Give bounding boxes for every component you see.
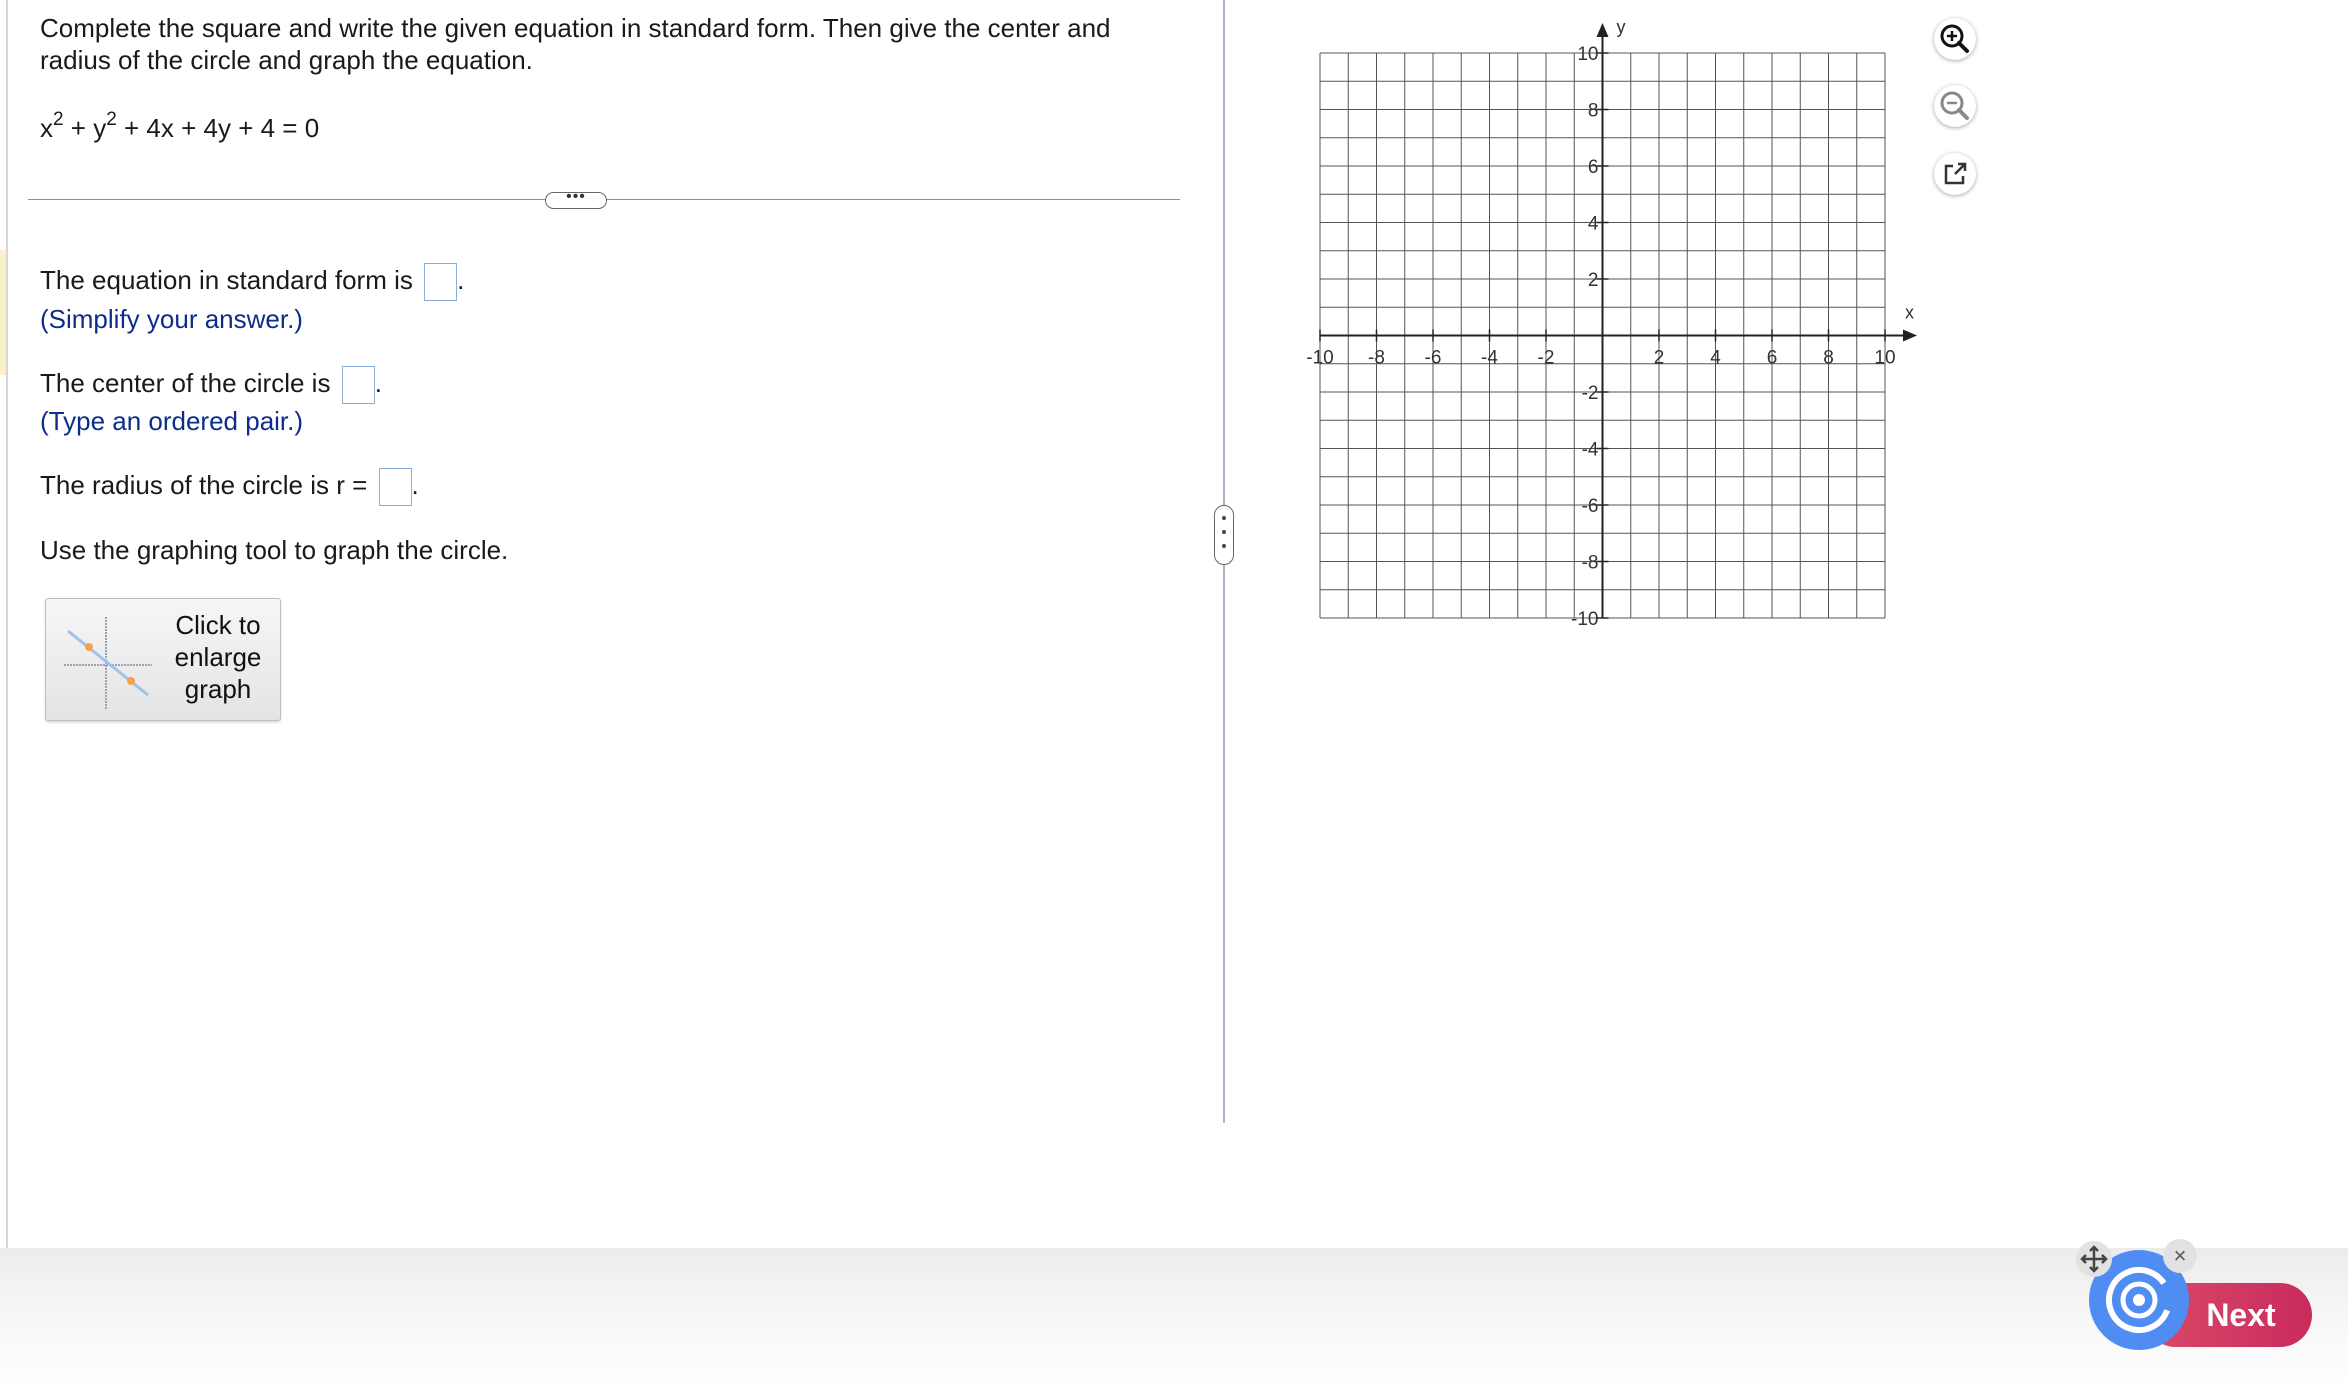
eq-rest: + 4x + 4y + 4 = 0 <box>116 113 320 143</box>
y-tick-label: -6 <box>1581 496 1599 517</box>
standard-form-answer-box[interactable] <box>424 263 457 301</box>
y-tick-label: -8 <box>1581 552 1599 574</box>
x-tick-label: -10 <box>1306 347 1334 369</box>
external-link-icon <box>1934 153 1976 195</box>
y-tick-label: 4 <box>1587 213 1599 235</box>
zoom-out-button[interactable] <box>1934 85 1976 127</box>
standard-form-label: The equation in standard form is <box>40 264 413 295</box>
x-tick-label: 4 <box>1710 347 1721 369</box>
enlarge-label-line2: enlarge <box>174 642 262 672</box>
enlarge-graph-button[interactable] <box>45 598 281 721</box>
x-tick-label: -6 <box>1424 347 1442 369</box>
active-question-marker <box>0 250 6 375</box>
zoom-in-button[interactable] <box>1934 18 1976 60</box>
radius-answer-box[interactable] <box>379 468 412 506</box>
footer-bar <box>0 1248 2348 1389</box>
zoom-out-icon <box>1934 85 1976 127</box>
graph-thumbnail-icon <box>56 609 156 713</box>
y-tick-label: 10 <box>1577 44 1599 65</box>
problem-equation <box>40 104 319 156</box>
eq-x: x <box>40 113 53 143</box>
x-tick-label: 10 <box>1874 347 1896 369</box>
widget-move-handle[interactable] <box>2076 1241 2112 1277</box>
enlarge-graph-label <box>158 609 278 705</box>
x-tick-label: 8 <box>1823 347 1834 369</box>
standard-form-hint: (Simplify your answer.) <box>40 304 303 334</box>
x-axis-arrow <box>1903 330 1917 342</box>
radius-period: . <box>411 469 419 500</box>
y-tick-label: -10 <box>1571 609 1599 630</box>
problem-prompt: Complete the square and write the given equation in standard form. Then give the center and radius of the circle and graph the equation. <box>40 13 1111 75</box>
y-tick-label: 2 <box>1587 270 1599 291</box>
next-button[interactable]: Next <box>2144 1283 2312 1347</box>
enlarge-label-line3: graph <box>184 674 252 704</box>
expand-toggle-button[interactable]: ••• <box>545 192 607 209</box>
graph-instruction: Use the graphing tool to graph the circle. <box>40 535 509 565</box>
radius-question <box>40 468 419 506</box>
left-border <box>6 0 8 1248</box>
standard-form-question <box>40 263 464 301</box>
eq-x-exponent: 2 <box>53 109 64 130</box>
enlarge-label-line1: Click to <box>175 610 261 640</box>
standard-form-period: . <box>457 264 465 295</box>
x-tick-label: 6 <box>1766 347 1778 369</box>
y-tick-label: -2 <box>1581 383 1599 404</box>
x-tick-label: 2 <box>1653 347 1665 369</box>
eq-plus-y: + y <box>63 113 107 143</box>
radius-label: The radius of the circle is r = <box>40 469 368 500</box>
center-question <box>40 366 382 404</box>
zoom-in-icon <box>1934 18 1976 60</box>
eq-y-exponent: 2 <box>106 109 117 130</box>
y-tick-label: -4 <box>1581 439 1599 461</box>
pane-resize-handle[interactable] <box>1214 505 1234 565</box>
y-tick-label: 8 <box>1587 100 1599 122</box>
x-tick-label: -4 <box>1481 347 1498 369</box>
x-tick-label: -8 <box>1368 347 1385 369</box>
y-axis-label: y <box>1616 17 1626 37</box>
y-axis-arrow <box>1597 23 1609 37</box>
widget-close-button[interactable]: × <box>2163 1239 2197 1273</box>
move-icon <box>2076 1241 2112 1277</box>
coordinate-graph[interactable] <box>1290 15 1930 635</box>
popout-button[interactable] <box>1934 153 1976 195</box>
x-tick-label: -2 <box>1537 347 1555 369</box>
center-period: . <box>374 367 382 398</box>
center-answer-box[interactable] <box>342 366 375 404</box>
center-label: The center of the circle is <box>40 367 331 398</box>
y-tick-label: 6 <box>1587 157 1599 178</box>
x-axis-label: x <box>1905 302 1914 323</box>
center-hint: (Type an ordered pair.) <box>40 406 304 436</box>
